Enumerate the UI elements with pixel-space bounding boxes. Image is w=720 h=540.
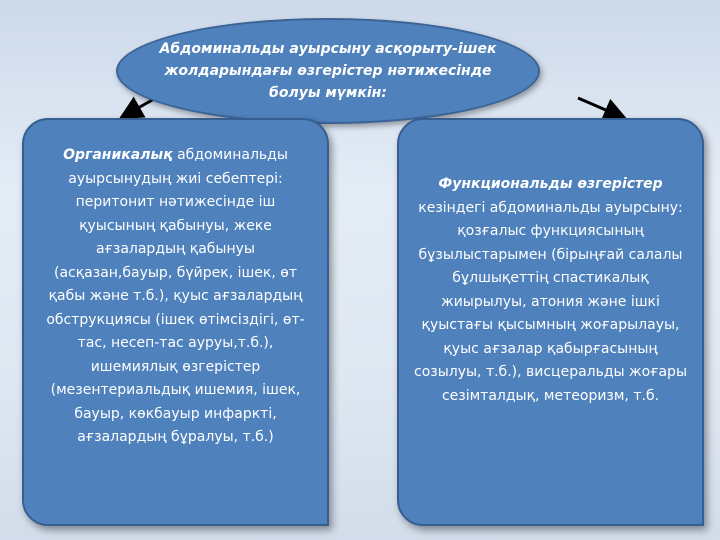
organic-causes-box	[22, 118, 329, 526]
organic-text: абдоминальды ауырсынудың жиі себептері: перитонит нәтижесінде іш қуысының қабынуы, жеке ағзалардың қабынуы (асқазан,бауыр, бүйрек, ішек, өт қабы және т.б.), қуыс ағзалардың обструкциясы (ішек өтімсіздігі, өт-тас, несеп-тас ауруы,т.б.), ишемиялық өзгерістер (мезентериальдық ишемия, ішек, бауыр, көкбауыр инфаркті, ағзалардың бұралуы, т.б.)	[46, 147, 305, 445]
functional-title: Функциональды өзгерістер	[438, 176, 663, 192]
functional-text: кезіндегі абдоминальды ауырсыну: қозғалыс функциясының бұзылыстарымен (бірыңғай салалы бұлшықеттің спастикалық жиырылуы, атония және ішкі қуыстағы қысымның жоғарылауы, қуыс ағзалар қабырғасының созылуы, т.б.), висцеральды жоғары сезімталдық, метеоризм, т.б.	[414, 199, 687, 404]
header-text	[148, 38, 508, 104]
header-line-2: жолдарындағы өзгерістер нәтижесінде	[164, 63, 492, 79]
header-line-3: болуы мүмкін:	[269, 85, 387, 101]
header-ellipse	[116, 18, 540, 124]
header-line-1: Абдоминальды ауырсыну асқорыту-ішек	[159, 41, 497, 57]
functional-causes-box	[397, 118, 704, 526]
organic-title: Органикалық	[63, 147, 173, 163]
arrow-to-right-box	[578, 98, 622, 117]
